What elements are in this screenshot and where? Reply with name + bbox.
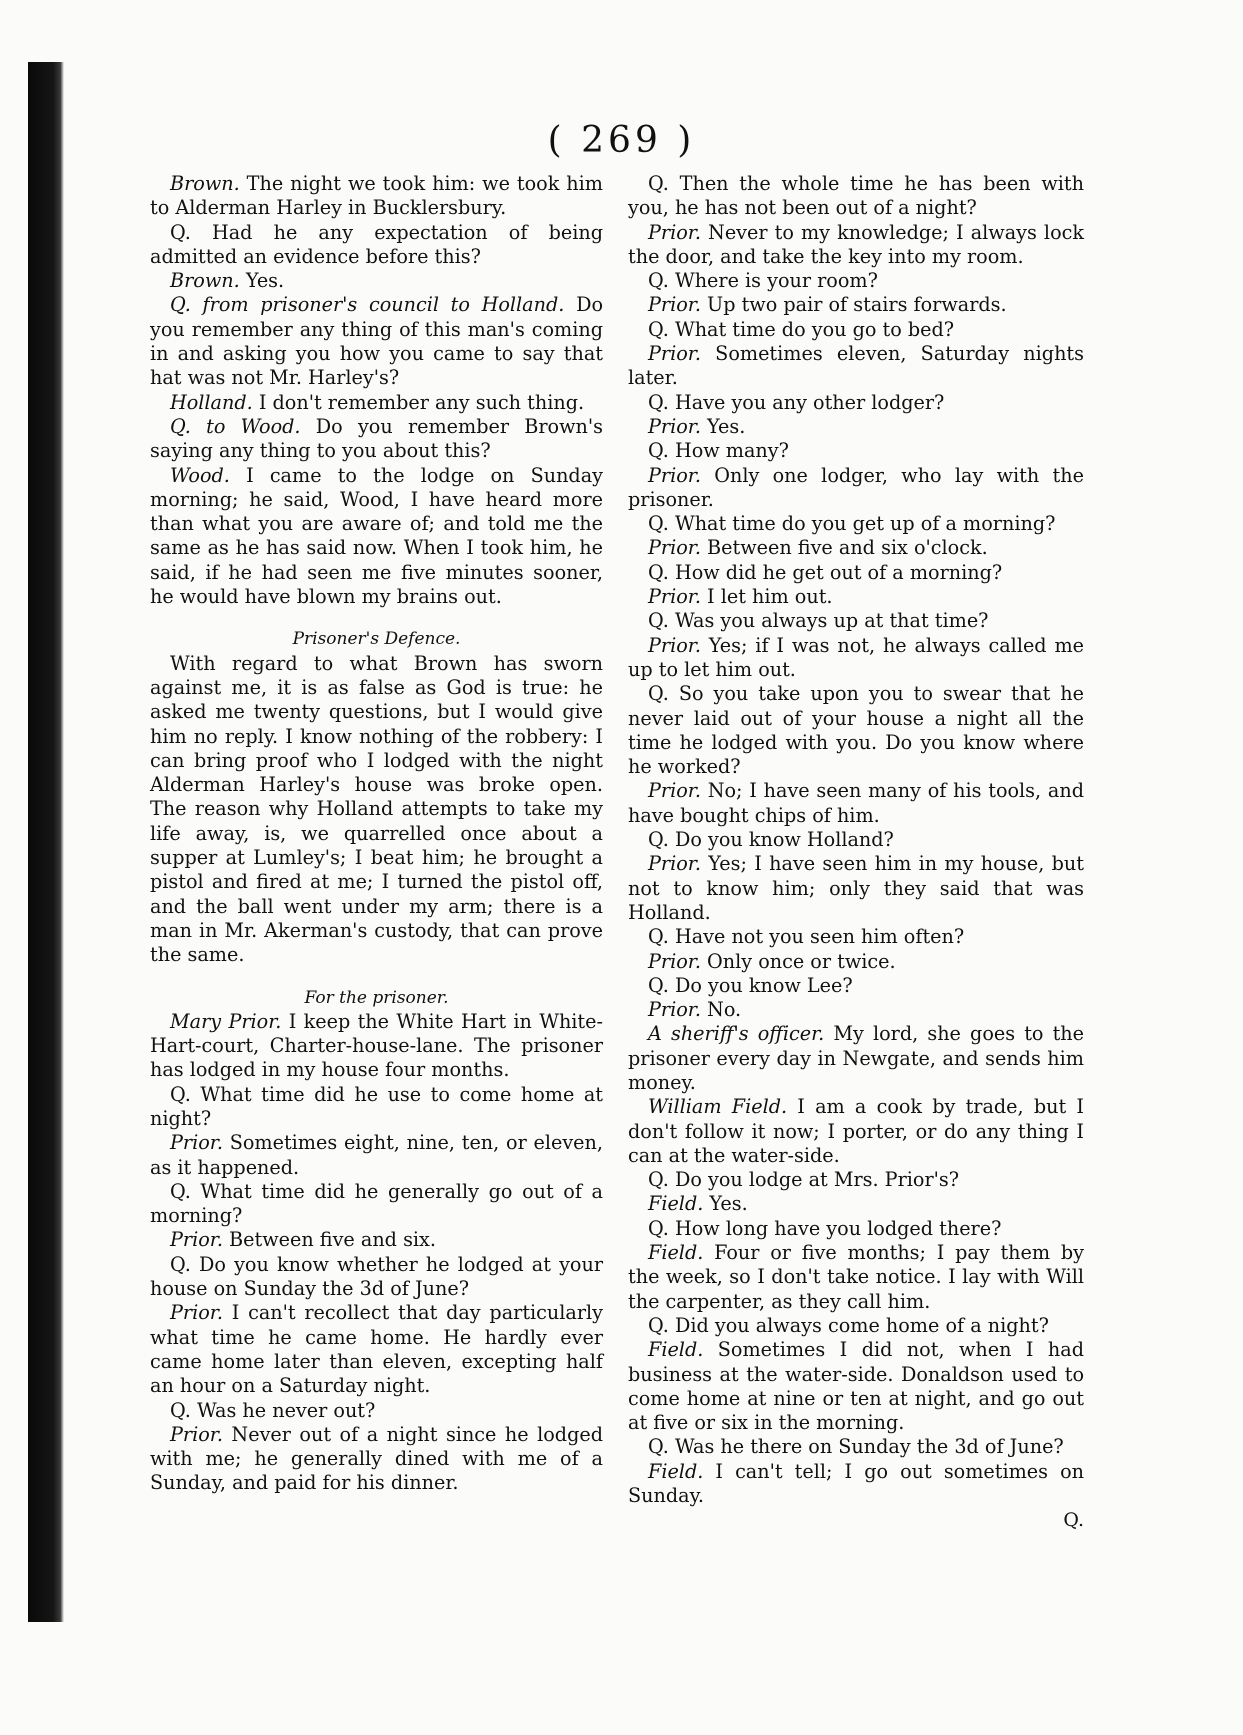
question: Q. Have not you seen him often? [648,925,965,949]
speaker-name: Prior. [170,1228,223,1252]
paragraph-text: Yes. [703,1192,748,1216]
speaker-name: Holland. [170,390,253,414]
question: Q. Do you know Holland? [648,828,894,852]
speaker-name: Prior. [648,585,701,609]
speaker-name: Prior. [170,1422,223,1446]
paragraph [150,293,603,390]
question: Q. So you take upon you to swear that he never laid out of your house a night all the time he lodged with you. Do you know where he worked? [628,682,1084,779]
paragraph-text: I don't remember any such thing. [252,390,585,414]
left-column [150,172,603,1496]
speaker-name: Q. to Wood. [170,414,301,438]
paragraph [150,1010,603,1083]
paragraph-text: I keep the White Hart in White-Hart-court, Charter-house-lane. The prisoner has lodged in my house four months. [150,1009,603,1082]
speaker-name: Prior. [170,1131,223,1155]
page-number: ( 269 ) [547,120,696,161]
question: Q. What time did he generally go out of a morning? [150,1179,603,1228]
speaker-name: Prior. [648,852,701,876]
question: Q. How long have you lodged there? [648,1216,1002,1240]
paragraph-text: Yes. [239,269,285,293]
paragraph-text: No. [700,998,742,1022]
speaker-name: Prior. [648,342,701,366]
paragraph [150,464,603,610]
paragraph [150,415,603,464]
speaker-name: Prior. [648,536,701,560]
paragraph [628,950,1084,974]
paragraph-text: The night we took him: we took him to Alderman Harley in Bucklersbury. [150,172,603,220]
question: Q. What time do you go to bed? [648,317,955,341]
question: Q. How many? [648,439,789,463]
paragraph [150,269,603,293]
paragraph [628,293,1084,317]
paragraph [628,1338,1084,1435]
paragraph [628,342,1084,391]
paragraph-text: Sometimes I did not, when I had business at the water-side. Donaldson used to come home at nine or ten at night, and go out at five or six in the morning. [628,1338,1084,1435]
speaker-name: Field. [648,1459,704,1483]
paragraph-text: My lord, she goes to the prisoner every day in Newgate, and sends him money. [628,1022,1085,1094]
speaker-name: Prior. [648,998,701,1022]
speaker-name: Prior. [648,779,701,803]
speaker-name: Brown. [170,172,240,195]
paragraph [150,172,603,221]
paragraph-text: Sometimes eight, nine, ten, or eleven, as it happened. [150,1131,603,1179]
speaker-name: Field. [648,1338,704,1362]
paragraph-text: Sometimes eleven, Saturday nights later. [628,342,1084,390]
paragraph-text: Yes; if I was not, he always called me up to let him out. [628,633,1084,681]
paragraph [628,634,1084,683]
paragraph [150,391,603,415]
paragraph-text: Do you remember any thing of this man's coming in and asking you how you came to say that hat was not Mr. Harley's? [150,293,603,390]
section-heading: Prisoner's Defence. [292,629,461,650]
paragraph-text: Four or five months; I pay them by the week, so I don't take notice. I lay with Will the carpenter, as they call him. [628,1241,1084,1313]
paragraph [628,464,1084,513]
speaker-name: A sheriff's officer. [648,1022,825,1046]
book-spine-shadow [28,62,64,1622]
paragraph: With regard to what Brown has sworn against me, it is as false as God is true: he asked me twenty questions, but I would give him no reply. I know nothing of the robbery: I can bring proof who I lodged with the night Alderman Harley's house was broke open. The reason why Holland attempts to take my life away, is, we quarrelled once about a supper at Lumley's; I beat him; he brought a pistol and fired at me; I turned the pistol off, and the ball went under my arm; there is a man in Mr. Akerman's custody, that can prove the same. [150,651,603,967]
speaker-name: Prior. [648,949,701,973]
speaker-name: Wood. [170,463,230,487]
paragraph [628,779,1084,828]
paragraph [628,1241,1084,1314]
paragraph-text: I let him out. [700,585,833,609]
paragraph-text: Between five and six o'clock. [700,536,988,560]
paragraph [150,1228,603,1252]
paragraph-text: No; I have seen many of his tools, and have bought chips of him. [628,779,1084,827]
paragraph-text: Up two pair of stairs forwards. [700,293,1007,317]
paragraph [628,1022,1084,1095]
paragraph [628,998,1084,1022]
paragraph [628,585,1084,609]
speaker-name: Field. [648,1241,704,1265]
question: Q. Have you any other lodger? [648,390,945,414]
question: Q. Was he there on Sunday the 3d of June? [648,1435,1064,1459]
paragraph-text: Only one lodger, who lay with the prisoner. [628,463,1084,511]
speaker-name: Prior. [648,633,701,657]
paragraph [628,1460,1084,1509]
question: Q. Do you know Lee? [648,973,853,997]
paragraph [628,536,1084,560]
question: Q. Then the whole time he has been with you, he has not been out of a night? [628,172,1084,220]
speaker-name: William Field. [648,1095,788,1119]
paragraph [150,1131,603,1180]
paragraph-text: I am a cook by trade, but I don't follow it now; I porter, or do any thing I can at the water-side. [628,1095,1084,1167]
paragraph-text: I can't tell; I go out sometimes on Sunday. [628,1459,1084,1508]
question: Q. Do you know whether he lodged at your house on Sunday the 3d of June? [150,1252,603,1301]
speaker-name: Field. [648,1192,704,1216]
paragraph [628,1095,1084,1168]
paragraph [628,415,1084,439]
speaker-name: Prior. [170,1301,223,1325]
paragraph-text: Never to my knowledge; I always lock the door, and take the key into my room. [628,220,1084,268]
speaker-name: Mary Prior. [170,1009,282,1033]
question: Q. Was you always up at that time? [648,609,989,633]
question: Q. Did you always come home of a night? [648,1313,1049,1337]
paragraph [150,1423,603,1496]
paragraph-text: Yes; I have seen him in my house, but not to know him; only they said that was Holland. [628,852,1084,924]
question: Q. Had he any expectation of being admitted an evidence before this? [150,220,603,268]
paragraph-text: Only once or twice. [700,949,896,973]
question: Q. What time did he use to come home at night? [150,1082,603,1130]
paragraph-text: Yes. [700,414,746,438]
speaker-name: Prior. [648,293,701,317]
question: Q. Was he never out? [170,1398,376,1422]
paragraph-text: Do you remember Brown's saying any thing to you about this? [150,414,603,463]
speaker-name: Prior. [648,414,701,438]
paragraph-text: I can't recollect that day particularly what time he came home. He hardly ever came home later than eleven, excepting half an hour on a Saturday night. [150,1301,603,1398]
speaker-name: Prior. [648,463,701,487]
question: Q. Do you lodge at Mrs. Prior's? [648,1168,960,1192]
question: Q. What time do you get up of a morning? [648,512,1056,536]
paragraph-text: Between five and six. [222,1228,436,1252]
right-column [628,172,1084,1533]
paragraph [628,221,1084,270]
paragraph [150,1301,603,1398]
paragraph [628,852,1084,925]
speaker-name: Brown. [170,269,240,293]
section-heading: For the prisoner. [304,987,449,1008]
paragraph-text: I came to the lodge on Sunday morning; he said, Wood, I have heard more than what you are aware of; and told me the same as he has said now. When I took him, he said, if he had seen me five minutes sooner, he would have blown my brains out. [150,463,603,609]
speaker-name: Q. from prisoner's council to Holland. [170,293,565,317]
paragraph [628,1192,1084,1216]
paragraph-text: Never out of a night since he lodged with me; he generally dined with me of a Sunday, and paid for his dinner. [150,1422,603,1495]
catchword: Q. [1063,1509,1084,1532]
question: Q. Where is your room? [648,269,878,293]
speaker-name: Prior. [648,220,701,244]
question: Q. How did he get out of a morning? [648,560,1003,584]
